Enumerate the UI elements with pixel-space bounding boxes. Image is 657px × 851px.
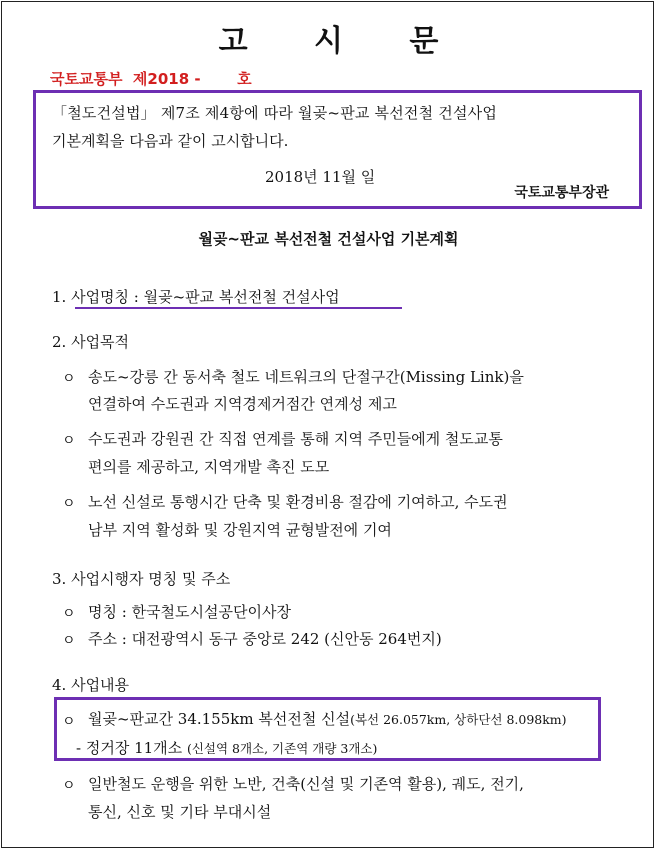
list-item: 명칭 : 한국철도시설공단이사장 [88,603,291,621]
issuer-name: 국토교통부장관 [514,185,609,201]
list-item-continued: 통신, 신호 및 기타 부대시설 [88,803,272,821]
list-item: 수도권과 강원권 간 직접 연계를 통해 지역 주민들에게 철도교통 [88,430,503,448]
station-detail: (신설역 8개소, 기존역 개량 3개소) [186,741,378,756]
list-item-continued: 편의를 제공하고, 지역개발 촉진 도모 [88,458,330,476]
notice-number: 국토교통부 제2018 - 호 [50,70,252,88]
section-1-underline [75,307,402,309]
list-item-continued: 연결하여 수도권과 지역경제거점간 연계성 제고 [88,395,397,413]
section-3-heading: 3. 사업시행자 명칭 및 주소 [52,570,231,588]
section-4-heading: 4. 사업내용 [52,676,130,694]
route-length: 월곶~판교간 34.155km 복선전철 신설 [88,710,351,728]
bullet-icon: ㅇ [62,633,76,649]
bullet-icon: ㅇ [62,496,76,512]
document-title: 월곶~판교 복선전철 건설사업 기본계획 [198,230,459,248]
bullet-icon: ㅇ [62,433,76,449]
sub-list-item [76,737,377,758]
list-item: 주소 : 대전광역시 동구 중앙로 242 (신안동 264번지) [88,630,442,648]
bullet-icon: ㅇ [62,371,76,387]
intro-line-2: 기본계획을 다음과 같이 고시합니다. [52,132,289,150]
bullet-icon: ㅇ [62,778,76,794]
section-1-heading: 1. 사업명칭 : 월곶~판교 복선전철 건설사업 [52,288,340,306]
bullet-icon: ㅇ [62,606,76,622]
route-detail: (복선 26.057km, 상하단선 8.098km) [350,712,567,727]
bullet-icon: ㅇ [62,714,76,730]
section-2-heading: 2. 사업목적 [52,333,130,351]
list-item: 노선 신설로 통행시간 단축 및 환경비용 절감에 기여하고, 수도권 [88,493,508,511]
station-count: - 정거장 11개소 [76,739,183,757]
notice-date: 2018년 11월 일 [265,168,376,186]
page-title: 고 시 문 [218,24,467,59]
list-item: 일반철도 운행을 위한 노반, 건축(신설 및 기존역 활용), 궤도, 전기, [88,775,524,793]
intro-line-1: 「철도건설법」 제7조 제4항에 따라 월곶~판교 복선전철 건설사업 [52,104,498,122]
list-item-continued: 남부 지역 활성화 및 강원지역 균형발전에 기여 [88,521,392,539]
list-item [88,708,567,729]
list-item: 송도~강릉 간 동서축 철도 네트워크의 단절구간(Missing Link)을 [88,368,524,386]
